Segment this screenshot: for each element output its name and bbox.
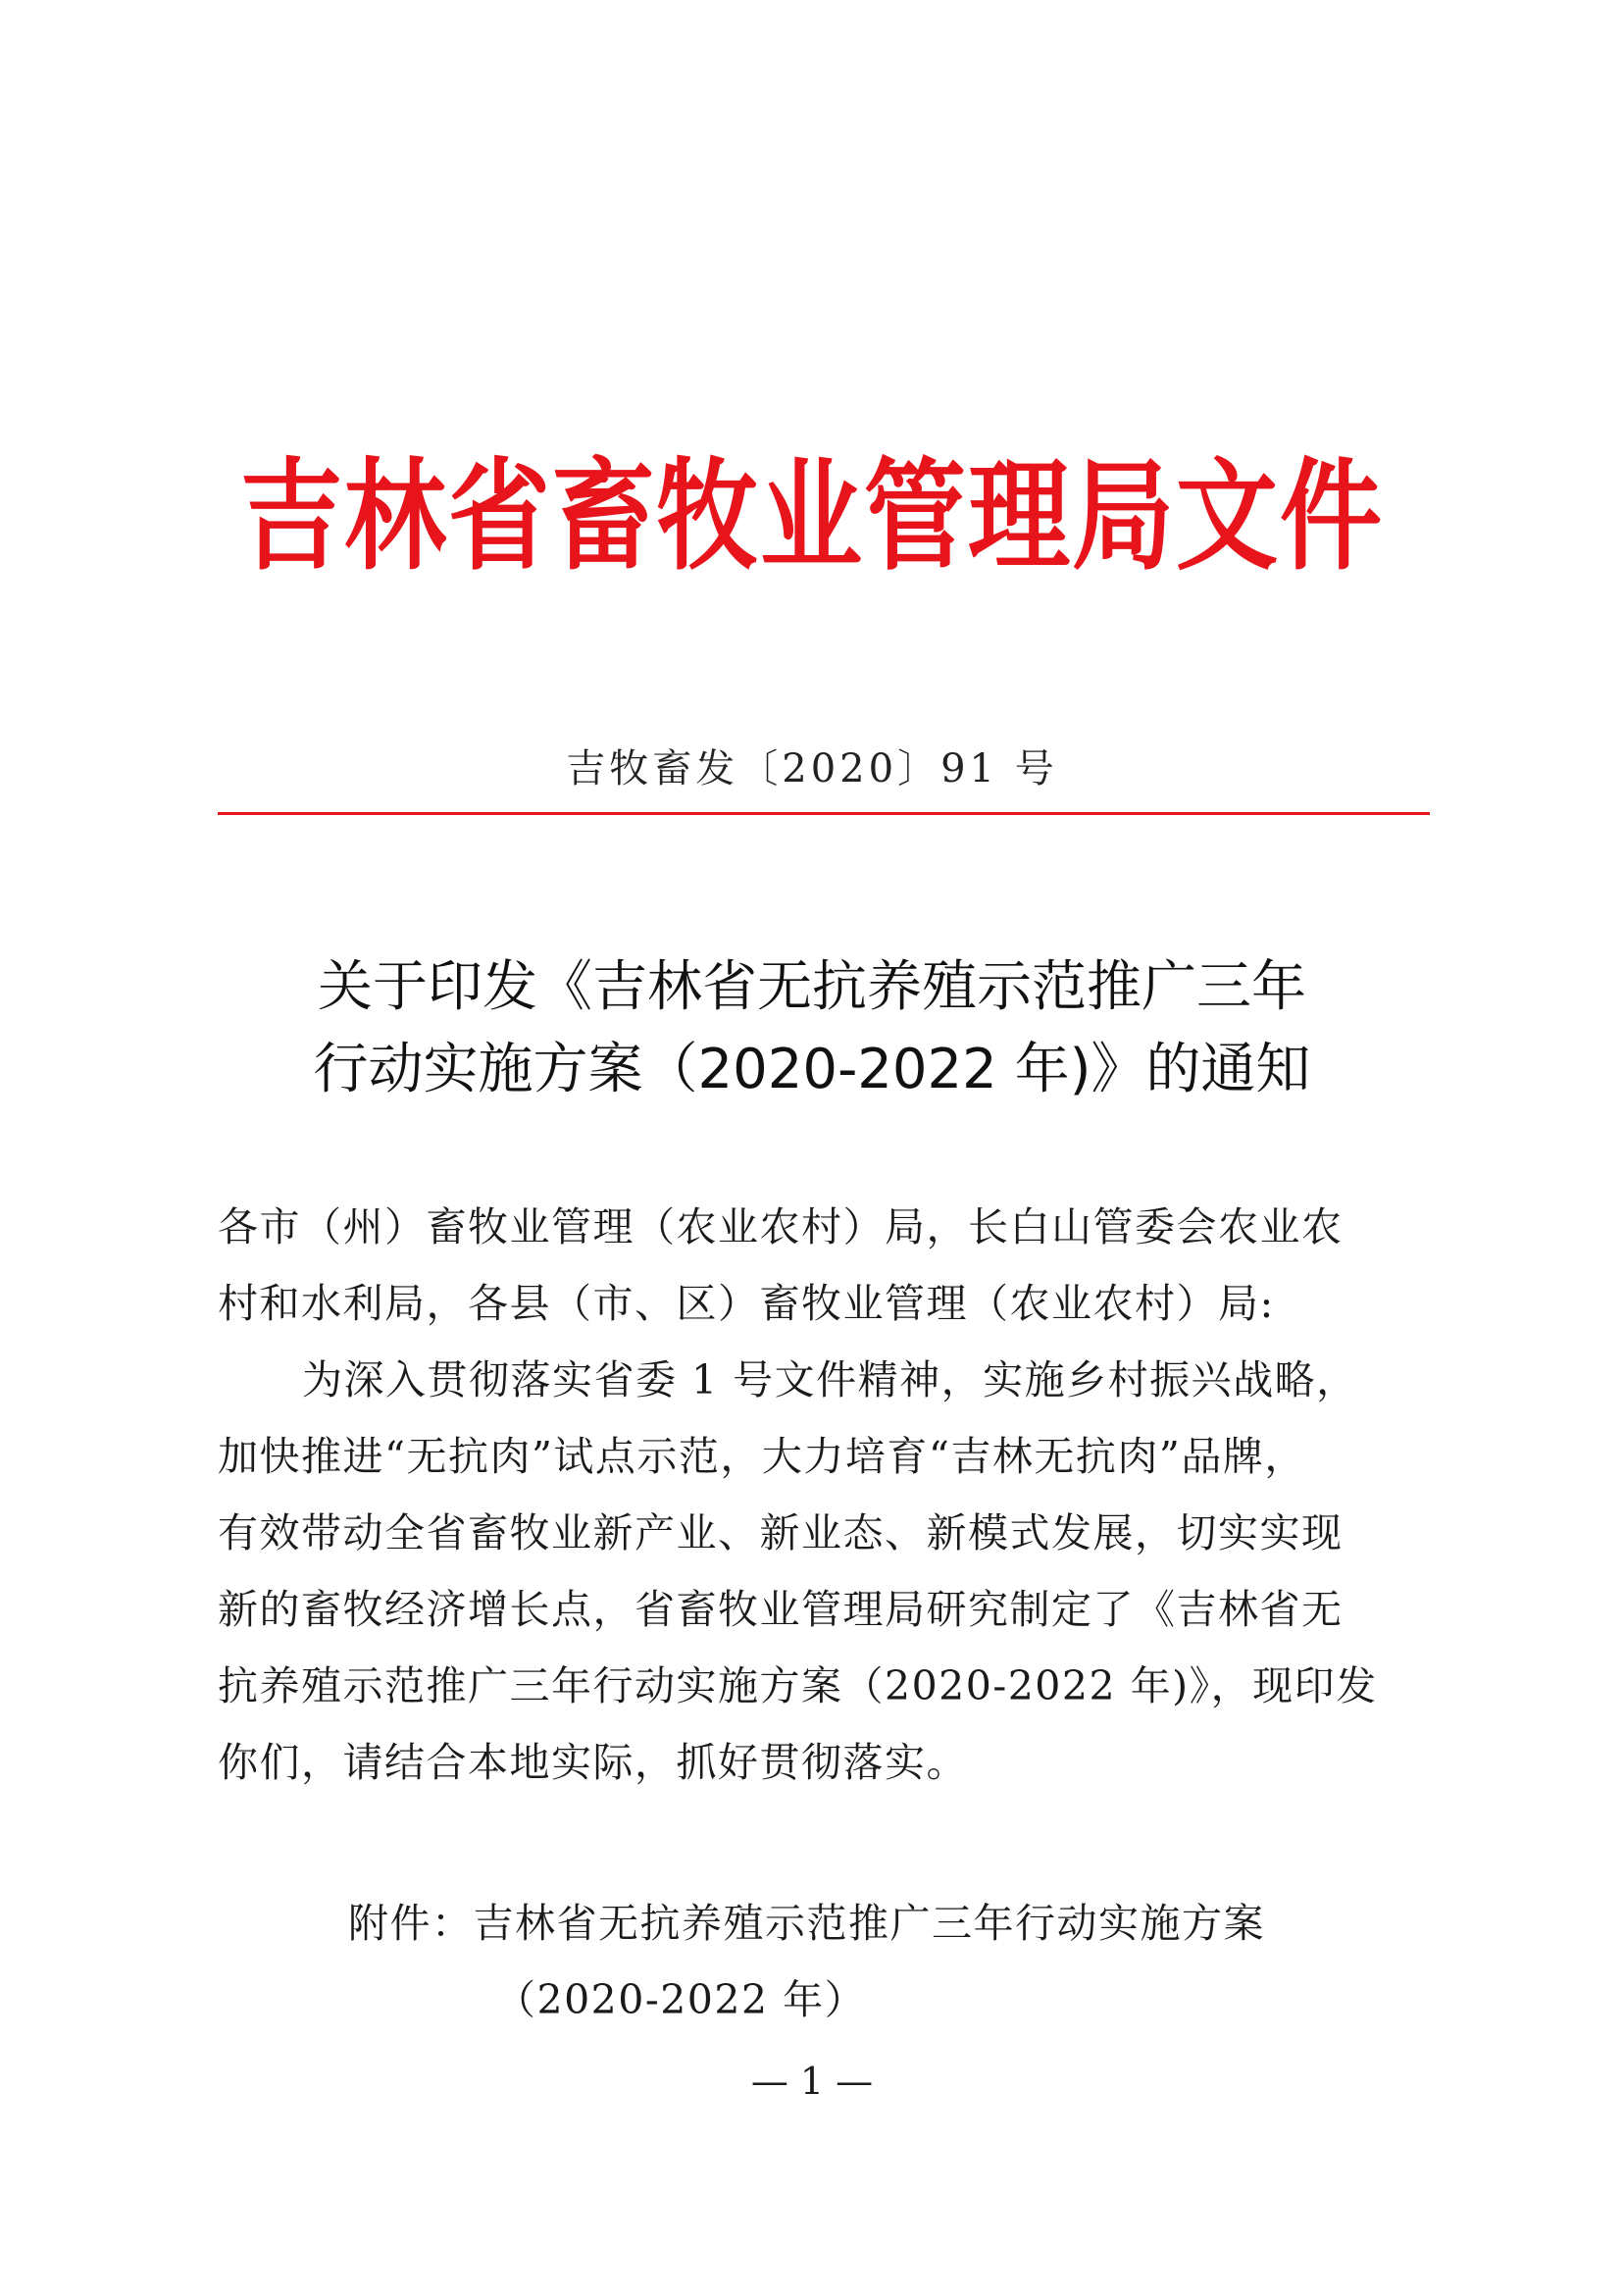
title-line-1: 关于印发《吉林省无抗养殖示范推广三年 [318,955,1306,1019]
document-title [0,946,1624,1111]
attachment-line-1: 附件：吉林省无抗养殖示范推广三年行动实施方案 [348,1900,1265,1947]
body-text [218,1189,1430,1801]
body-line-5: 抗养殖示范推广三年行动实施方案（2020-2022 年)》，现印发 [218,1662,1378,1709]
body-line-4: 新的畜牧经济增长点，省畜牧业管理局研究制定了《吉林省无 [218,1586,1344,1633]
recipients-line-2: 村和水利局，各县（市、区）畜牧业管理（农业农村）局: [218,1280,1275,1327]
document-masthead: 吉林省畜牧业管理局文件 [239,445,1384,587]
document-number: 吉牧畜发〔2020〕91 号 [566,746,1058,791]
attachment-line-2: （2020-2022 年） [495,1976,867,2023]
title-line-2: 行动实施方案（2020-2022 年)》的通知 [313,1038,1311,1101]
body-line-2: 加快推进“无抗肉”试点示范，大力培育“吉林无抗肉”品牌， [218,1433,1306,1480]
body-line-1: 为深入贯彻落实省委 1 号文件精神，实施乡村振兴战略， [302,1356,1358,1403]
page-number: — 1 — [750,2060,874,2103]
recipients-line-1: 各市（州）畜牧业管理（农业农村）局，长白山管委会农业农 [218,1203,1344,1250]
red-divider-line [218,812,1430,815]
body-line-6: 你们，请结合本地实际，抓好贯彻落实。 [218,1739,968,1786]
body-line-3: 有效带动全省畜牧业新产业、新业态、新模式发展，切实实现 [218,1509,1344,1556]
